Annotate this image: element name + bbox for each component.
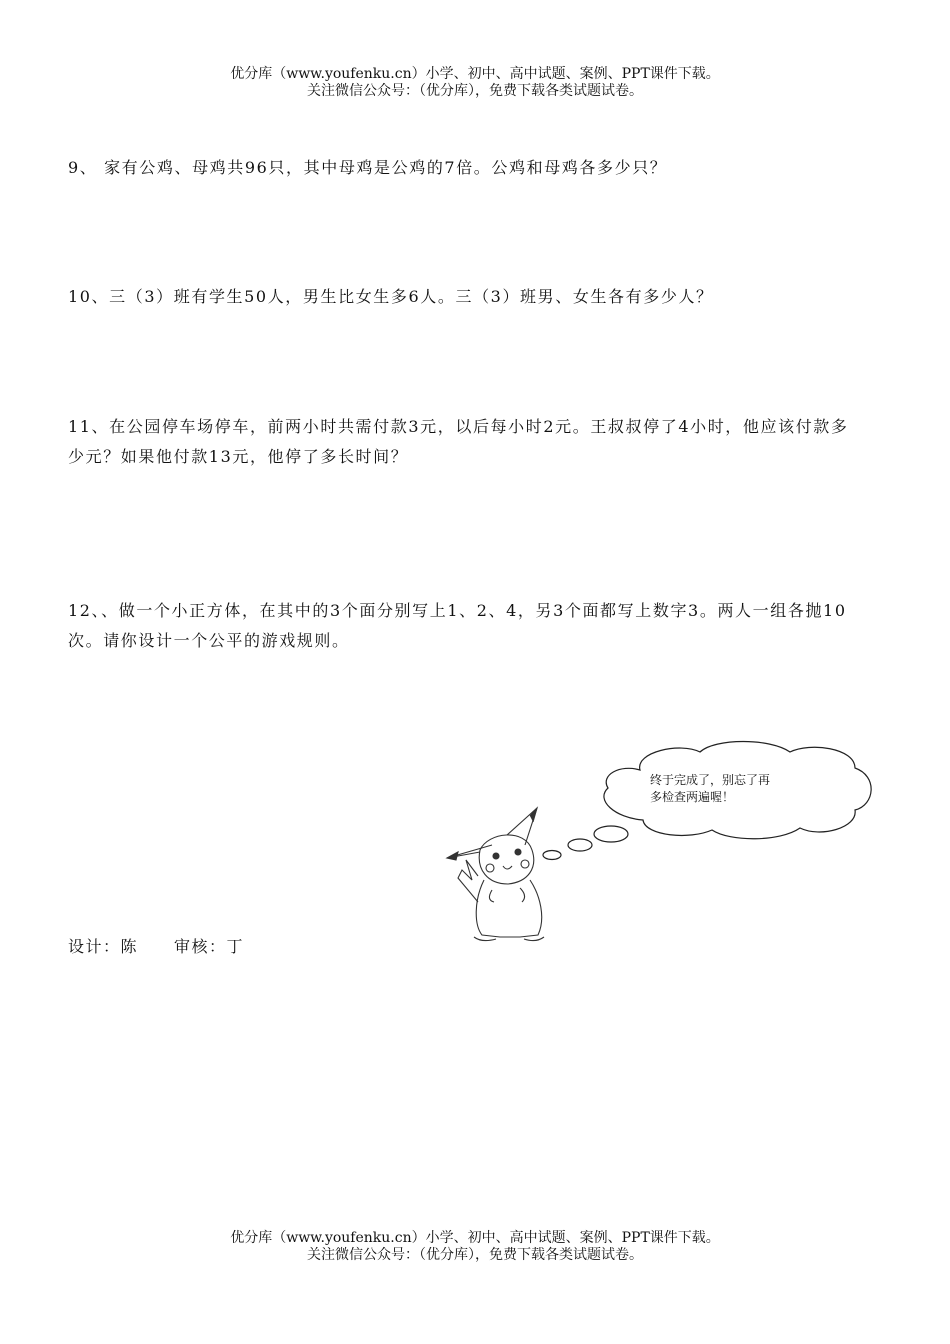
- designer-label: 设计：陈: [68, 937, 139, 956]
- question-12: 12、、做一个小正方体，在其中的3个面分别写上1、2、4，另3个面都写上数字3。两人一组各抛10次。请你设计一个公平的游戏规则。: [68, 601, 847, 650]
- question-11: 11、在公园停车场停车，前两小时共需付款3元，以后每小时2元。王叔叔停了4小时，他应该付款多少元？如果他付款13元，他停了多长时间？: [68, 417, 849, 466]
- header-line-1: 优分库（www.youfenku.cn）小学、初中、高中试题、案例、PPT课件下载。: [230, 66, 720, 82]
- footer-line-1: 优分库（www.youfenku.cn）小学、初中、高中试题、案例、PPT课件下载。: [230, 1230, 720, 1246]
- reviewer-label: 审核：丁: [174, 937, 245, 956]
- footer-line-2: 关注微信公众号：（优分库），免费下载各类试题试卷。: [307, 1247, 643, 1263]
- header-line-2: 关注微信公众号：（优分库），免费下载各类试题试卷。: [307, 83, 643, 99]
- question-9: 9、 家有公鸡、母鸡共96只，其中母鸡是公鸡的7倍。公鸡和母鸡各多少只？: [68, 158, 668, 177]
- page-footer: [0, 1230, 950, 1264]
- signature-line: [68, 934, 280, 957]
- cartoon-mascot: [447, 808, 544, 941]
- question-10: 10、三（3）班有学生50人，男生比女生多6人。三（3）班男、女生各有多少人？: [68, 287, 714, 306]
- speech-bubble-text: [650, 772, 820, 806]
- bubble-line-2: 多检查两遍喔！: [650, 790, 735, 804]
- bubble-line-1: 终于完成了，别忘了再: [650, 773, 771, 787]
